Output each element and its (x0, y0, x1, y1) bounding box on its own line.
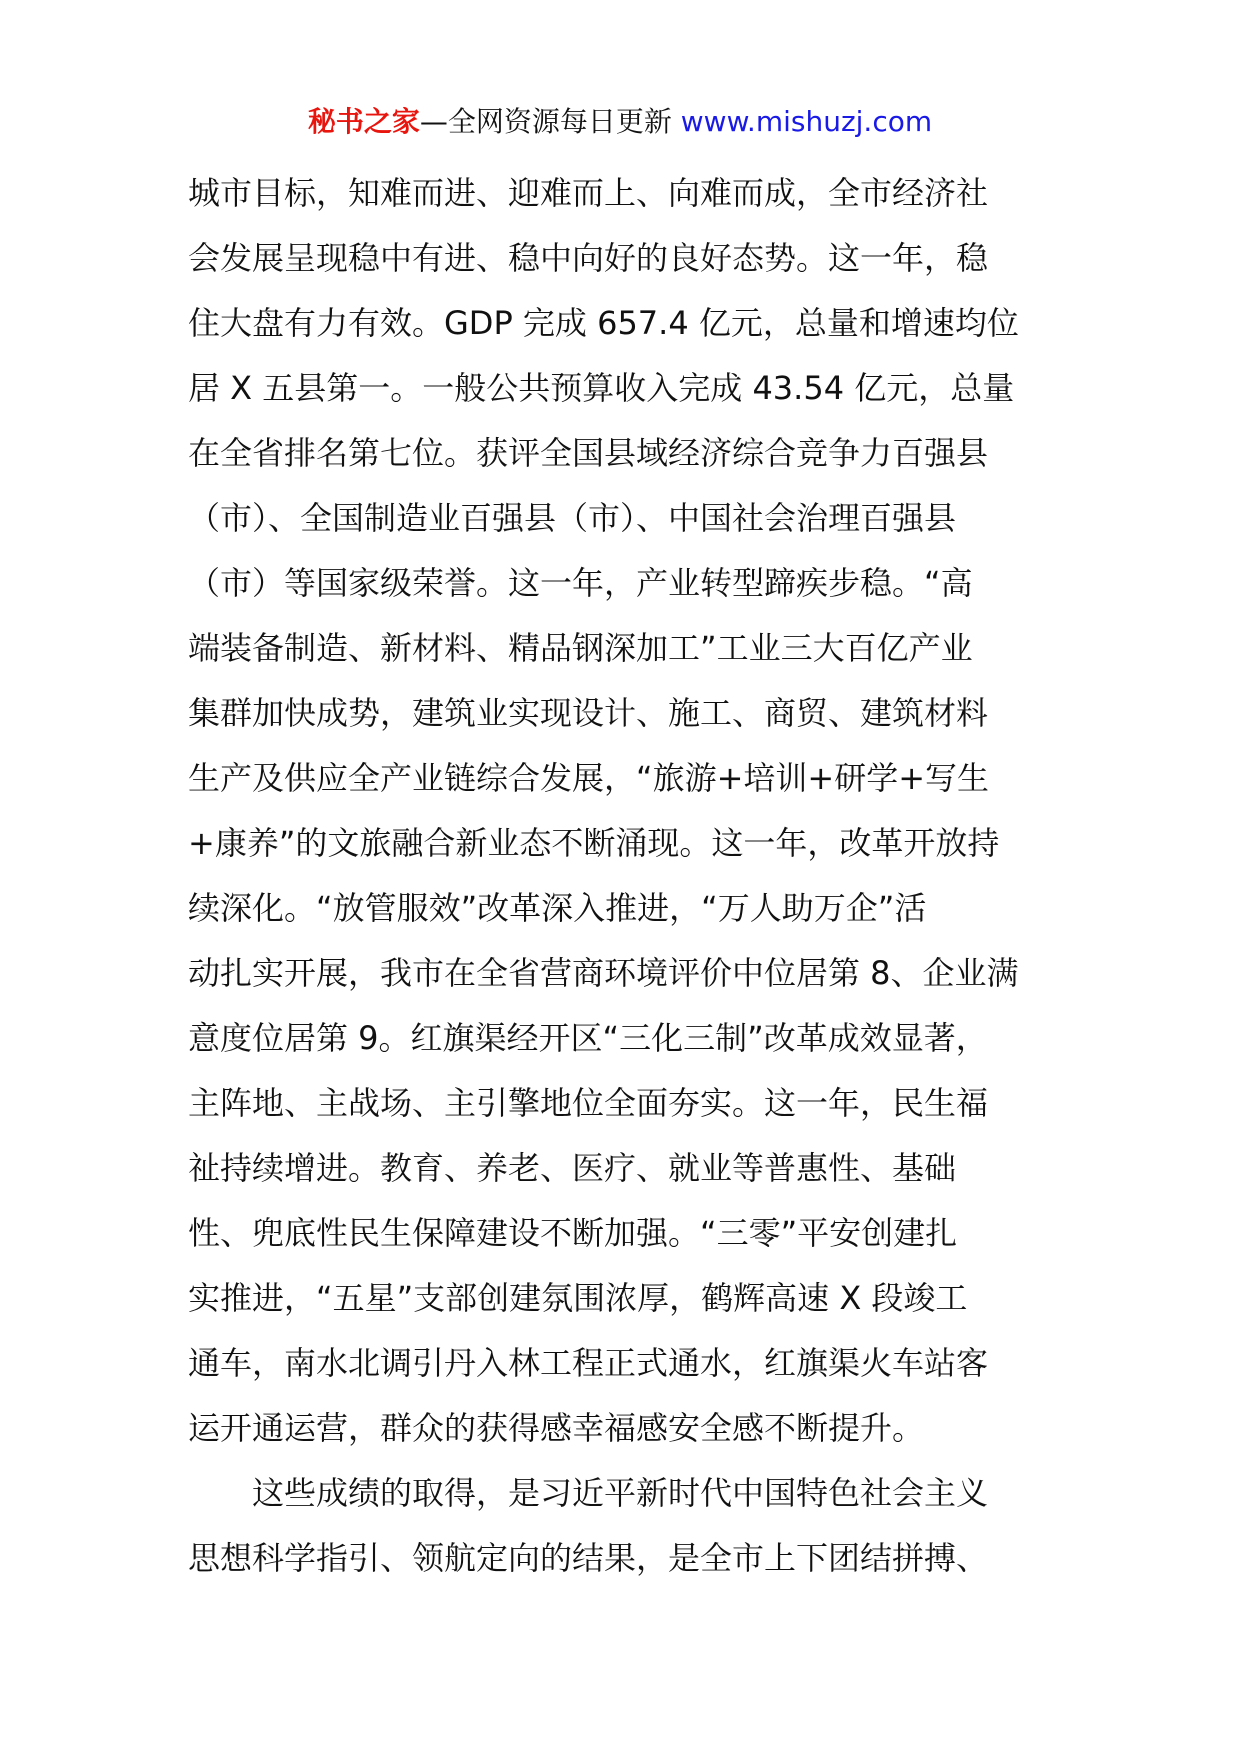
text-line: 性、兜底性民生保障建设不断加强。“三零”平安创建扎 (188, 1214, 958, 1252)
brand-name: 秘书之家 (307, 105, 420, 138)
text-line: 续深化。“放管服效”改革深入推进，“万人助万企”活 (188, 889, 927, 927)
text-line: +康养”的文旅融合新业态不断涌现。这一年，改革开放持 (188, 824, 1000, 862)
text-line: 通车，南水北调引丹入林工程正式通水，红旗渠火车站客 (188, 1344, 989, 1382)
text-line: 端装备制造、新材料、精品钢深加工”工业三大百亿产业 (188, 629, 973, 667)
text-line: 动扎实开展，我市在全省营商环境评价中位居第 8、企业满 (188, 954, 1019, 992)
text-line: 集群加快成势，建筑业实现设计、施工、商贸、建筑材料 (188, 694, 989, 732)
text-line: （市）等国家级荣誉。这一年，产业转型蹄疾步稳。“高 (188, 564, 973, 602)
text-line: 生产及供应全产业链综合发展，“旅游+培训+研学+写生 (188, 759, 990, 797)
document-body (188, 161, 1068, 1591)
text-line: 居 X 五县第一。一般公共预算收入完成 43.54 亿元，总量 (188, 369, 1015, 407)
text-line: 实推进，“五星”支部创建氛围浓厚，鹤辉高速 X 段竣工 (188, 1279, 968, 1317)
paragraph-2 (188, 1461, 1068, 1591)
text-line: 在全省排名第七位。获评全国县域经济综合竞争力百强县 (188, 434, 989, 472)
text-line: 主阵地、主战场、主引擎地位全面夯实。这一年，民生福 (188, 1084, 989, 1122)
text-line: 会发展呈现稳中有进、稳中向好的良好态势。这一年，稳 (188, 239, 989, 277)
header-tagline: —全网资源每日更新 (419, 105, 681, 138)
text-line: 运开通运营，群众的获得感幸福感安全感不断提升。 (188, 1409, 925, 1447)
page-header (0, 100, 1240, 144)
text-line: 祉持续增进。教育、养老、医疗、就业等普惠性、基础 (188, 1149, 957, 1187)
text-line: 城市目标，知难而进、迎难而上、向难而成，全市经济社 (188, 174, 989, 212)
text-line: 意度位居第 9。红旗渠经开区“三化三制”改革成效显著， (188, 1019, 988, 1057)
text-line: 住大盘有力有效。GDP 完成 657.4 亿元，总量和增速均位 (188, 304, 1019, 342)
paragraph-1 (188, 161, 1068, 1461)
text-line: 思想科学指引、领航定向的结果，是全市上下团结拼搏、 (188, 1539, 989, 1577)
text-line: 这些成绩的取得，是习近平新时代中国特色社会主义 (188, 1474, 989, 1512)
website-link[interactable]: www.mishuzj.com (680, 105, 933, 138)
text-line: （市）、全国制造业百强县（市）、中国社会治理百强县 (188, 499, 957, 537)
